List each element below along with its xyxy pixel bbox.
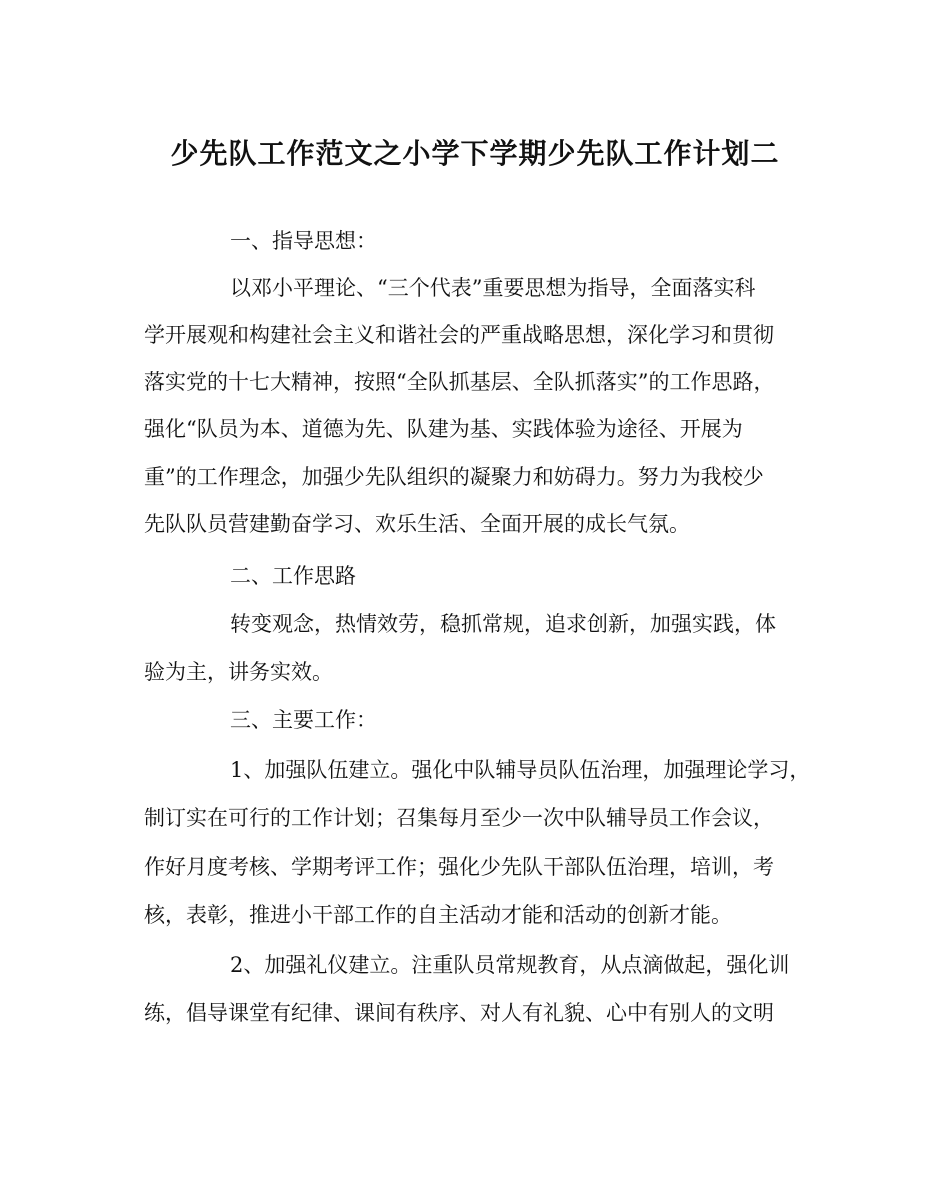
section-heading-guiding-thought: 一、指导思想： <box>230 229 377 253</box>
paragraph-line: 作好月度考核、学期考评工作；强化少先队干部队伍治理，培训，考 <box>144 855 774 879</box>
paragraph-line: 验为主，讲务实效。 <box>144 660 333 684</box>
paragraph-line: 核，表彰，推进小干部工作的自主活动才能和活动的创新才能。 <box>144 903 732 927</box>
paragraph-line: 落实党的十七大精神，按照“全队抓基层、全队抓落实”的工作思路， <box>144 370 775 394</box>
paragraph-line: 学开展观和构建社会主义和谐社会的严重战略思想，深化学习和贯彻 <box>144 323 774 347</box>
paragraph-line: 2、加强礼仪建立。注重队员常规教育，从点滴做起，强化训 <box>230 953 790 977</box>
paragraph-line: 1、加强队伍建立。强化中队辅导员队伍治理，加强理论学习， <box>230 758 811 782</box>
paragraph-line: 以邓小平理论、“三个代表”重要思想为指导，全面落实科 <box>230 276 756 300</box>
paragraph-line: 先队队员营建勤奋学习、欢乐生活、全面开展的成长气氛。 <box>144 512 690 536</box>
section-heading-work-approach: 二、工作思路 <box>230 564 356 588</box>
paragraph-line: 转变观念，热情效劳，稳抓常规，追求创新，加强实践，体 <box>230 612 776 636</box>
section-heading-main-work: 三、主要工作： <box>230 708 377 732</box>
document-title: 少先队工作范文之小学下学期少先队工作计划二 <box>170 137 780 170</box>
paragraph-line: 重”的工作理念，加强少先队组织的凝聚力和妨碍力。努力为我校少 <box>144 465 764 489</box>
paragraph-line: 强化“队员为本、道德为先、队建为基、实践体验为途径、开展为 <box>144 417 743 441</box>
paragraph-line: 练，倡导课堂有纪律、课间有秩序、对人有礼貌、心中有别人的文明 <box>144 1001 774 1025</box>
paragraph-line: 制订实在可行的工作计划；召集每月至少一次中队辅导员工作会议， <box>144 806 774 830</box>
